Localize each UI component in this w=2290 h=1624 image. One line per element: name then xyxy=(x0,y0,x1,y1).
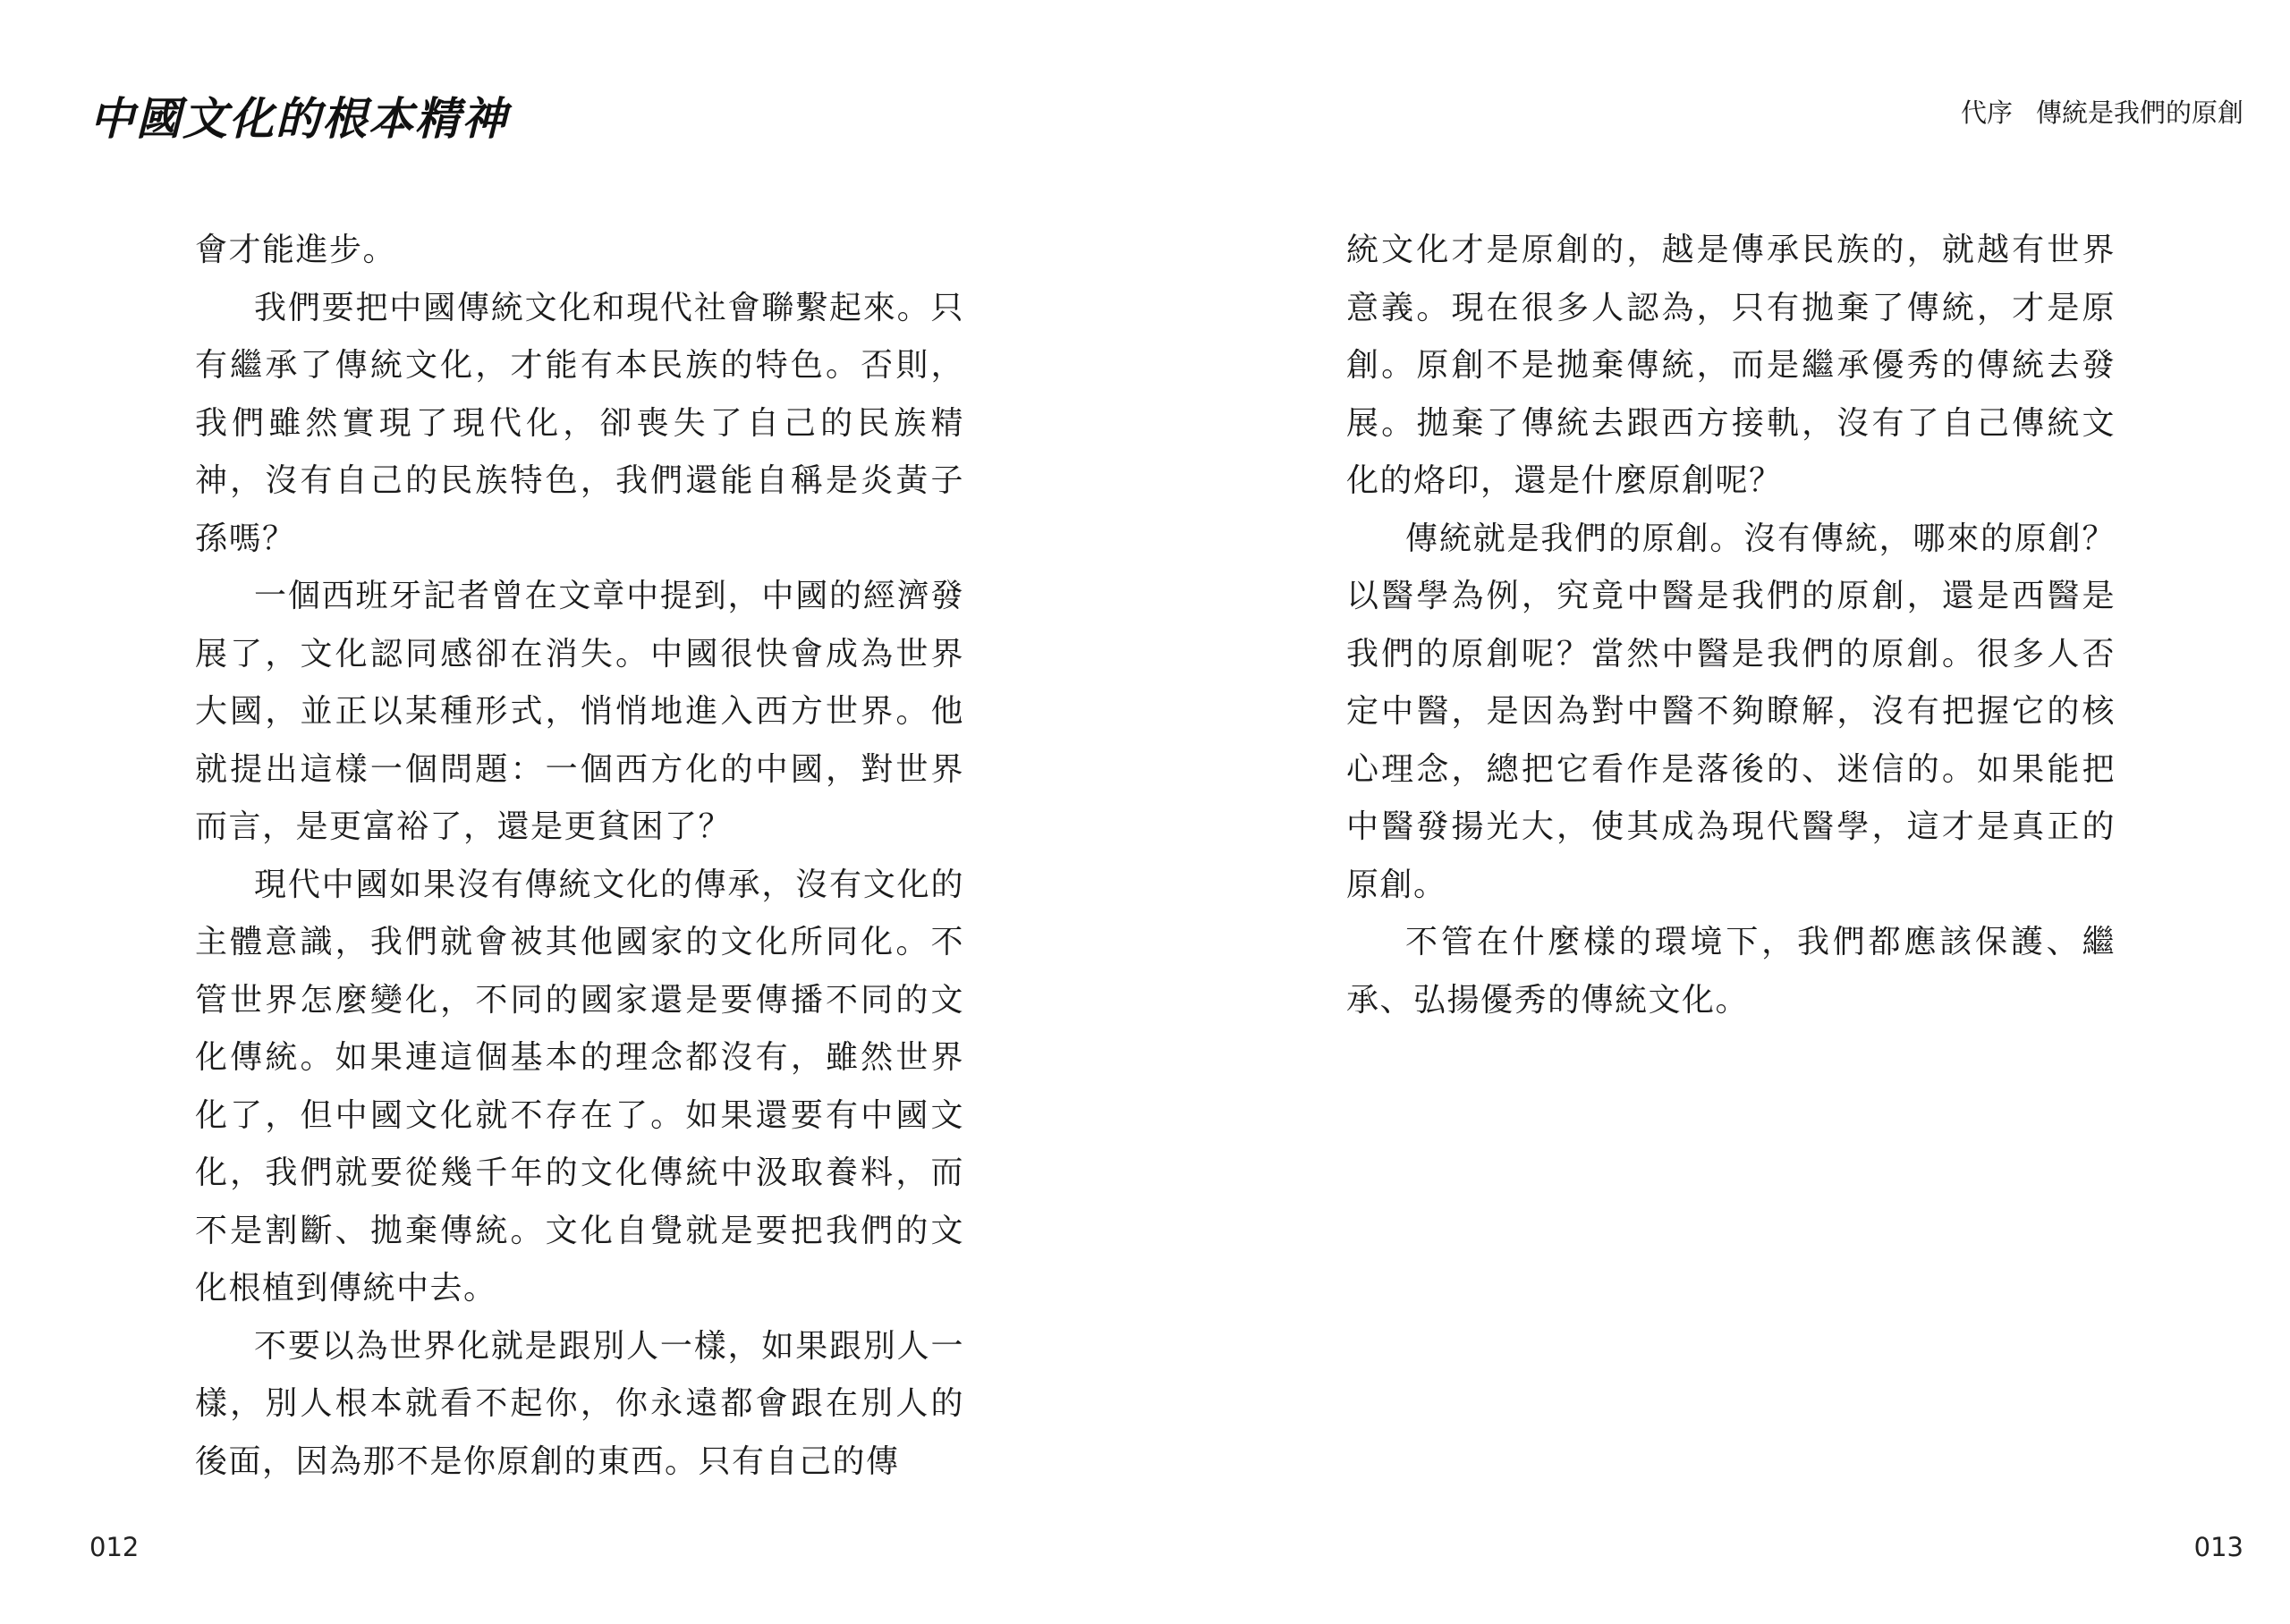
chapter-title: 傳統是我們的原創 xyxy=(2035,97,2243,128)
page-number: 013 xyxy=(2193,1532,2243,1562)
paragraph: 我們要把中國傳統文化和現代社會聯繫起來。只有繼承了傳統文化，才能有本民族的特色。否則，我們雖然實現了現代化，卻喪失了自己的民族精神，沒有自己的民族特色，我們還能自稱是炎黃子孫嗎？ xyxy=(195,289,964,557)
paragraph: 會才能進步。 xyxy=(195,232,397,268)
page-number: 012 xyxy=(89,1532,140,1562)
paragraph: 不管在什麼樣的環境下，我們都應該保護、繼承、弘揚優秀的傳統文化。 xyxy=(1346,924,2116,1019)
paragraph: 統文化才是原創的，越是傳承民族的，就越有世界意義。現在很多人認為，只有拋棄了傳統，才是原創。原創不是拋棄傳統，而是繼承優秀的傳統去發展。拋棄了傳統去跟西方接軌，沒有了自己傳統文化的烙印，還是什麼原創呢？ xyxy=(1346,232,2116,499)
chapter-part-label: 代序 xyxy=(1960,97,2013,128)
paragraph: 一個西班牙記者曾在文章中提到，中國的經濟發展了，文化認同感卻在消失。中國很快會成為世界大國，並正以某種形式，悄悄地進入西方世界。他就提出這樣一個問題：一個西方化的中國，對世界而言，是更富裕了，還是更貧困了？ xyxy=(195,578,964,845)
paragraph: 現代中國如果沒有傳統文化的傳承，沒有文化的主體意識，我們就會被其他國家的文化所同化。不管世界怎麼變化，不同的國家還是要傳播不同的文化傳統。如果連這個基本的理念都沒有，雖然世界化了，但中國文化就不存在了。如果還要有中國文化，我們就要從幾千年的文化傳統中汲取養料，而不是割斷、拋棄傳統。文化自覺就是要把我們的文化根植到傳統中去。 xyxy=(195,866,964,1307)
paragraph: 傳統就是我們的原創。沒有傳統，哪來的原創？以醫學為例，究竟中醫是我們的原創，還是西醫是我們的原創呢？當然中醫是我們的原創。很多人否定中醫，是因為對中醫不夠瞭解，沒有把握它的核心理念，總把它看作是落後的、迷信的。如果能把中醫發揚光大，使其成為現代醫學，這才是真正的原創。 xyxy=(1346,520,2116,903)
chapter-title-header xyxy=(1961,95,2243,131)
right-page-body xyxy=(1346,222,2116,1029)
paragraph: 不要以為世界化就是跟別人一樣，如果跟別人一樣，別人根本就看不起你，你永遠都會跟在別人的後面，因為那不是你原創的東西。只有自己的傳 xyxy=(195,1327,964,1480)
right-page xyxy=(1145,0,2290,1624)
left-page-body xyxy=(195,222,964,1491)
book-title-header: 中國文化的根本精神 xyxy=(89,92,508,145)
